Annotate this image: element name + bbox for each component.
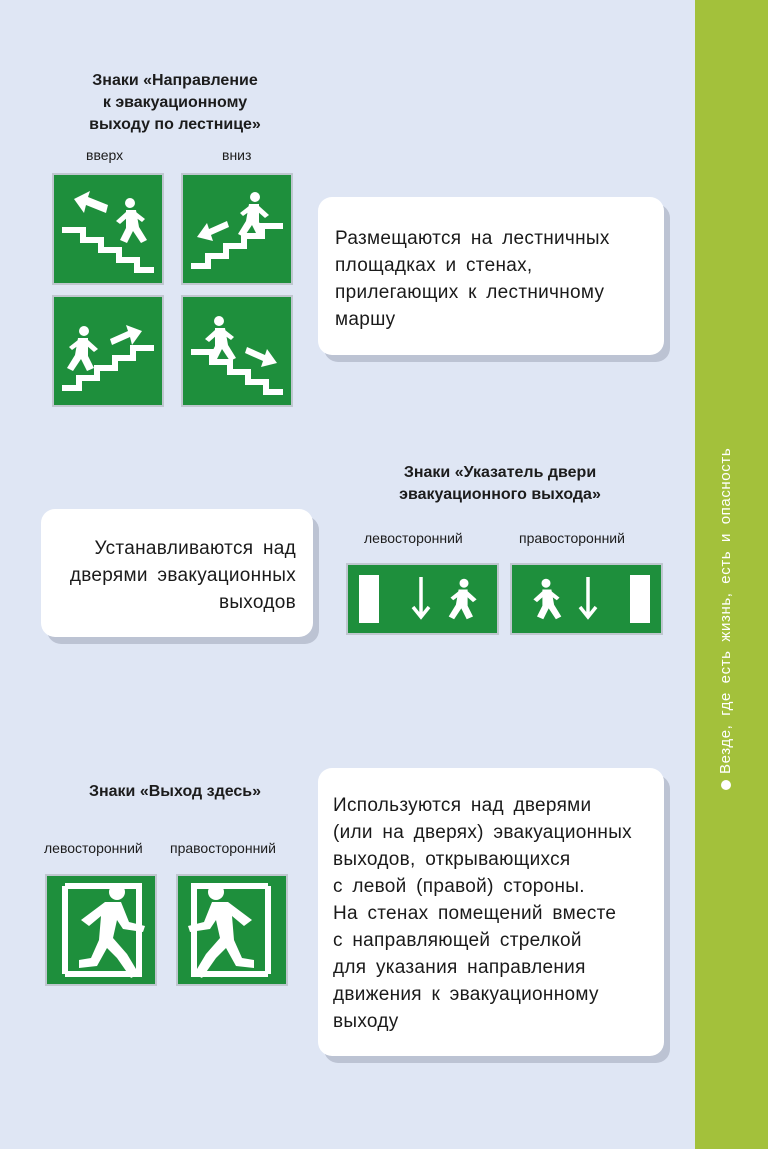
door-section-heading: Знаки «Указатель двери эвакуационного выхода» bbox=[399, 464, 601, 503]
label-left-door: левосторонний bbox=[364, 530, 463, 546]
label-right-door: правосторонний bbox=[519, 530, 625, 546]
sidebar-caption bbox=[717, 448, 734, 790]
exit-description-card: Используются над дверями (или на дверях) эвакуационных выходов, открывающихся с левой (правой) стороны. На стенах помещений вместе с направляющей стрелкой для указания направления движения к эвакуационному выходу bbox=[318, 768, 664, 1056]
exit-here-right-sign-icon bbox=[176, 874, 288, 986]
stairs-description-card: Размещаются на лестничных площадках и стенах, прилегающих к лестничному маршу bbox=[318, 197, 664, 355]
stairs-section-heading: Знаки «Направление к эвакуационному выходу по лестнице» bbox=[89, 72, 261, 133]
stairs-up-left-sign-icon bbox=[52, 173, 164, 285]
exit-section-heading: Знаки «Выход здесь» bbox=[88, 783, 262, 800]
label-up: вверх bbox=[86, 147, 124, 163]
stairs-down-right-sign-icon bbox=[181, 295, 293, 407]
label-left-exit: левосторонний bbox=[44, 840, 143, 856]
exit-here-left-sign-icon bbox=[45, 874, 157, 986]
label-right-exit: правосторонний bbox=[170, 840, 276, 856]
door-exit-left-sign-icon bbox=[346, 563, 499, 635]
door-exit-right-sign-icon bbox=[510, 563, 663, 635]
bullet-dot-icon bbox=[721, 780, 731, 790]
sidebar-caption-text: Везде, где есть жизнь, есть и опасность bbox=[717, 447, 734, 774]
label-down: вниз bbox=[222, 147, 252, 163]
stairs-up-right-sign-icon bbox=[52, 295, 164, 407]
stairs-down-left-sign-icon bbox=[181, 173, 293, 285]
door-description-card: Устанавливаются над дверями эвакуационных выходов bbox=[41, 509, 313, 637]
